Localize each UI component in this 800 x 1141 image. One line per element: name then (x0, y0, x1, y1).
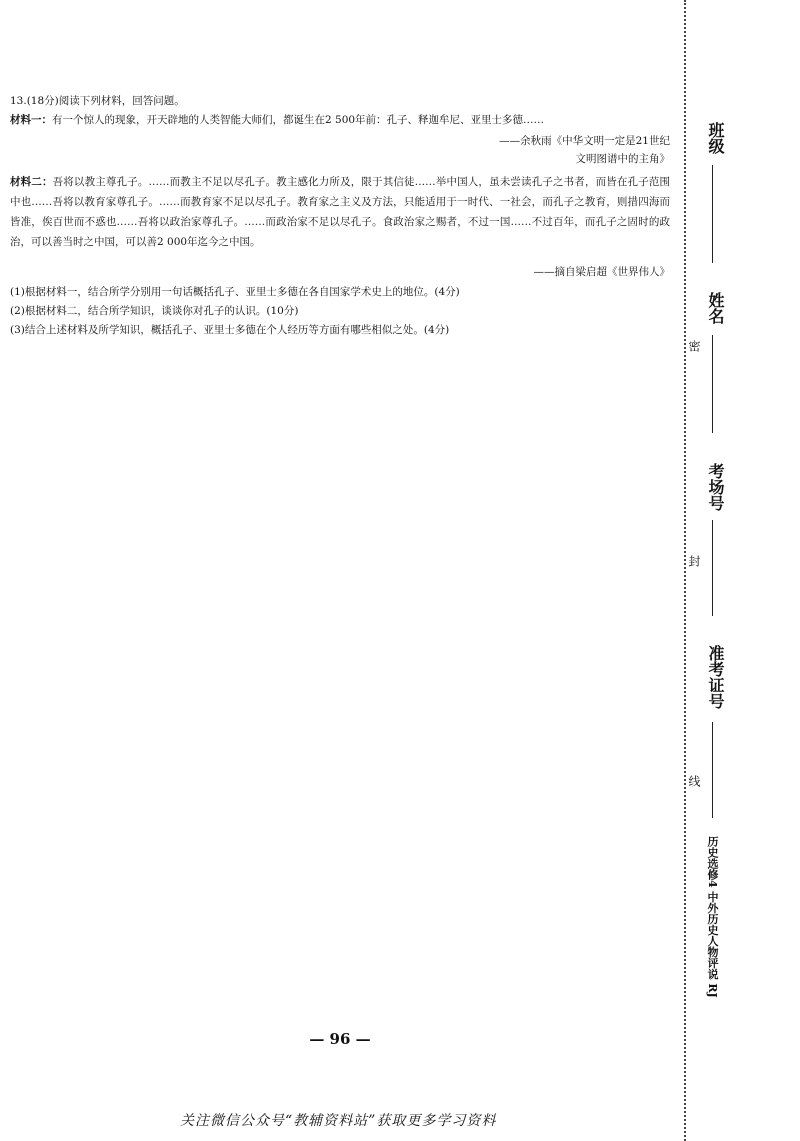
seal-mi: 密 (687, 340, 701, 352)
ticket-number-field-line[interactable] (712, 722, 713, 818)
sub-question-1: (1)根据材料一，结合所学分别用一句话概括孔子、亚里士多德在各自国家学术史上的地位。(4分) (10, 286, 460, 298)
footer-note: 关注微信公众号“教辅资料站”获取更多学习资料 (180, 1113, 497, 1129)
material-1-source-line2: 文明图谱中的主角》 (575, 153, 670, 165)
book-info: 历史选修4 中外历史人物评说 RJ (706, 836, 719, 998)
binding-dotted-line (684, 0, 686, 1141)
material-1-label: 材料一： (10, 114, 52, 126)
exam-room-label: 考场号 (706, 463, 725, 511)
sub-question-3: (3)结合上述材料及所学知识，概括孔子、亚里士多德在个人经历等方面有哪些相似之处。(4分) (10, 324, 450, 336)
material-2 (10, 172, 670, 252)
page-number: — 96 — (309, 1030, 371, 1048)
material-1-source-line1: ——余秋雨《中华文明一定是21世纪 (499, 135, 670, 147)
name-field-line[interactable] (712, 335, 713, 433)
name-label: 姓名 (706, 292, 725, 324)
seal-feng: 封 (687, 555, 701, 567)
sub-question-2: (2)根据材料二，结合所学知识，谈谈你对孔子的认识。(10分) (10, 305, 299, 317)
material-1 (10, 115, 670, 126)
exam-room-field-line[interactable] (712, 520, 713, 616)
material-2-label: 材料二： (10, 176, 53, 188)
class-label: 班级 (706, 122, 725, 154)
material-2-text: 吾将以教主尊孔子。……而教主不足以尽孔子。教主感化力所及，限于其信徒……举中国人，虽未尝读孔子之书者，而皆在孔子范围中也……吾将以教育家尊孔子。……而教育家不足以尽孔子。教育家之主义及方法，只能适用于一时代、一社会，而孔子之教育，则措四海而皆准，俟百世而不惑也……吾将以政治家尊孔子。……而政治家不足以尽孔子。食政治家之赐者，不过一国……不过百年，而孔子之固时的政治，可以善当时之中国，可以善2 000年迄今之中国。 (10, 176, 671, 248)
question-header: 13.(18分)阅读下列材料，回答问题。 (10, 95, 185, 107)
seal-xian: 线 (687, 775, 701, 787)
ticket-number-label: 准考证号 (706, 645, 725, 709)
material-2-source: ——摘自梁启超《世界伟人》 (533, 266, 670, 278)
material-1-text: 有一个惊人的现象，开天辟地的人类智能大师们，都诞生在2 500年前：孔子、释迦牟尼、亚里士多德…… (52, 114, 545, 126)
class-field-line[interactable] (712, 165, 713, 263)
